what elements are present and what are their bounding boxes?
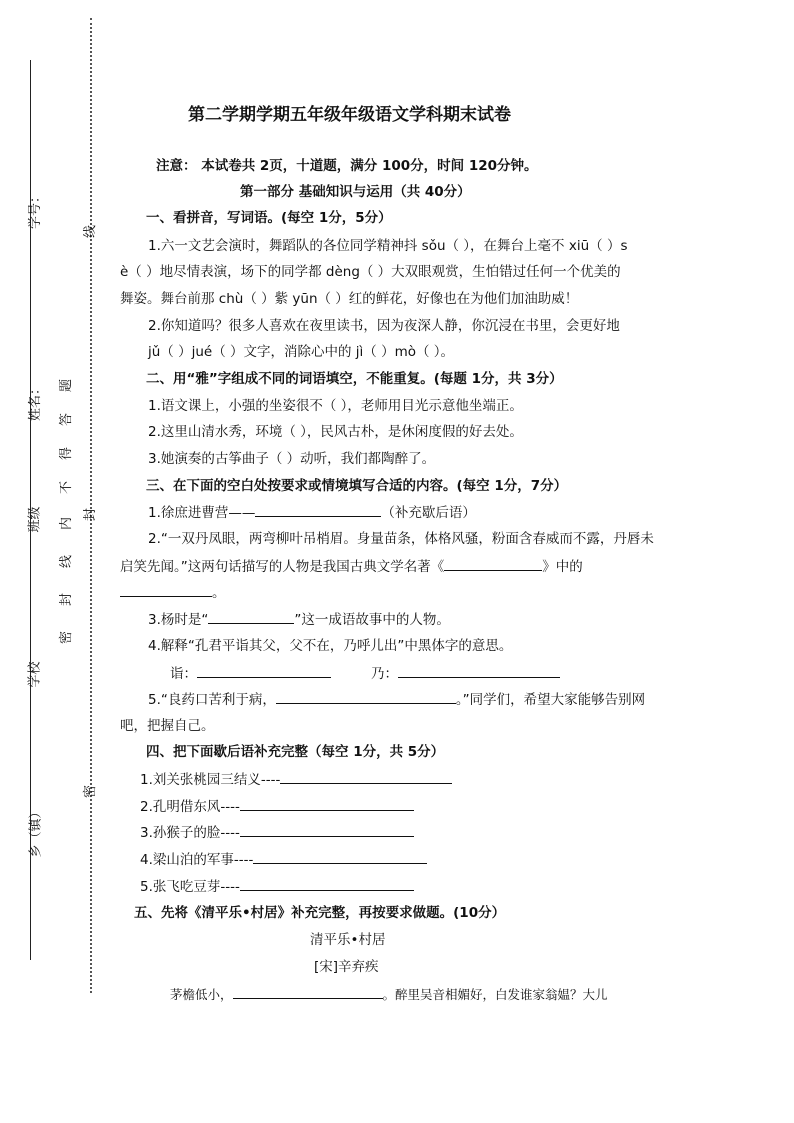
s4-item-text: 5.张飞吃豆芽----: [140, 879, 240, 895]
s4-item-text: 1.刘关张桃园三结义----: [140, 772, 281, 788]
s3-line: 4.解释“孔君平诣其父，父不在，乃呼儿出”中黑体字的意思。: [148, 638, 513, 654]
seal-dotted-line: [90, 18, 92, 993]
answer-blank[interactable]: [444, 556, 542, 571]
seal-inner-char: 线: [59, 554, 75, 569]
seal-char: 线: [83, 224, 99, 239]
poem-text: 。醉里吴音相媚好，白发谁家翁媪？大儿: [382, 987, 608, 1002]
s4-item: [140, 876, 414, 897]
binding-margin: [0, 0, 110, 1000]
s3-text: （补充歇后语）: [381, 505, 476, 521]
section-3-heading: 三、在下面的空白处按要求或情境填写合适的内容。(每空 1分，7分）: [146, 478, 568, 494]
seal-inner-char: 内: [59, 516, 75, 531]
answer-blank[interactable]: [276, 689, 456, 704]
answer-blank[interactable]: [240, 822, 414, 837]
s3-line: [148, 609, 450, 630]
s3-line: [120, 556, 583, 577]
poem-title: 清平乐•村居: [310, 932, 386, 948]
s3-text: 诣：: [170, 666, 197, 682]
s3-line: 2.“一双丹凤眼，两弯柳叶吊梢眉。身量苗条，体格风骚，粉面含春威而不露，丹唇未: [148, 531, 654, 547]
s2-line: 1.语文课上，小强的坐姿很不（ ），老师用目光示意他坐端正。: [148, 398, 523, 414]
answer-blank[interactable]: [253, 849, 427, 864]
seal-inner-char: 密: [59, 630, 75, 645]
s2-line: 3.她演奏的古筝曲子（ ）动听，我们都陶醉了。: [148, 451, 436, 467]
answer-blank[interactable]: [398, 663, 560, 678]
section-2-heading: 二、用“雅”字组成不同的词语填空，不能重复。(每题 1分，共 3分）: [146, 371, 563, 387]
section-1-heading: 一、看拼音，写词语。(每空 1分，5分）: [146, 210, 392, 226]
answer-blank[interactable]: [233, 984, 383, 999]
s1-line: jǔ（ ）jué（ ）文字，消除心中的 jì（ ）mò（ ）。: [148, 344, 455, 360]
s3-line: [120, 582, 226, 603]
s1-line: 2.你知道吗？很多人喜欢在夜里读书，因为夜深人静，你沉浸在书里，会更好地: [148, 318, 620, 334]
poem-text: 茅檐低小，: [170, 987, 233, 1002]
s1-line: 1.六一文艺会演时，舞蹈队的各位同学精神抖 sǒu（ ），在舞台上毫不 xiū（ ）s: [148, 238, 628, 254]
s3-line: [148, 502, 476, 523]
s3-text: 。”同学们，希望大家能够告别网: [455, 692, 646, 708]
answer-blank[interactable]: [240, 876, 414, 891]
s4-item-text: 3.孙猴子的脸----: [140, 825, 240, 841]
s3-text: ”这一成语故事中的人物。: [294, 612, 450, 628]
seal-inner-char: 不: [59, 480, 75, 495]
poem-line: [170, 984, 608, 1005]
seal-char: 密: [83, 784, 99, 799]
s3-text: 3.杨时是“: [148, 612, 209, 628]
answer-blank[interactable]: [255, 502, 381, 517]
s3-text: 1.徐庶进曹营——: [148, 505, 256, 521]
seal-inner-char: 题: [59, 378, 75, 393]
s1-line: è（ ）地尽情表演，场下的同学都 dèng（ ）大双眼观赏，生怕错过任何一个优美的: [120, 264, 621, 280]
exam-page: [118, 0, 688, 1123]
part-heading: 第一部分 基础知识与运用（共 40分）: [240, 184, 471, 200]
s4-item-text: 2.孔明借东风----: [140, 799, 240, 815]
exam-title: 第二学期学期五年级年级语文学科期末试卷: [188, 105, 511, 125]
s3-text: 》中的: [542, 559, 583, 575]
s4-item: [140, 849, 427, 870]
s3-text: 启笑先闻。”这两句话描写的人物是我国古典文学名著《: [120, 559, 445, 575]
seal-inner-char: 得: [59, 446, 75, 461]
s4-item: [140, 769, 452, 790]
township-label: 乡（镇）: [28, 805, 44, 858]
s3-line: 吧，把握自己。: [120, 718, 215, 734]
answer-blank[interactable]: [197, 663, 331, 678]
s3-text: 乃：: [371, 666, 398, 682]
s1-line: 舞姿。舞台前那 chù（ ）紫 yūn（ ）红的鲜花，好像也在为他们加油助威！: [120, 291, 579, 307]
s3-text: 5.“良药口苦利于病，: [148, 692, 276, 708]
name-label: 姓名：: [28, 381, 44, 422]
seal-char: 封: [83, 507, 99, 522]
s4-item-text: 4.梁山泊的军事----: [140, 852, 254, 868]
s3-line: [170, 663, 560, 684]
notice: 注意： 本试卷共 2页，十道题，满分 100分，时间 120分钟。: [156, 158, 538, 174]
school-label: 学校: [27, 661, 43, 688]
section-4-heading: 四、把下面歇后语补充完整（每空 1分，共 5分）: [146, 744, 445, 760]
answer-blank[interactable]: [240, 796, 414, 811]
s4-item: [140, 822, 414, 843]
s2-line: 2.这里山清水秀，环境（ ），民风古朴，是休闲度假的好去处。: [148, 424, 523, 440]
seal-inner-char: 封: [59, 592, 75, 607]
student-id-label: 学号：: [28, 189, 44, 230]
answer-blank[interactable]: [280, 769, 452, 784]
s3-text: 。: [212, 585, 226, 601]
poem-author: [宋]辛弃疾: [314, 959, 379, 975]
seal-inner-char: 答: [59, 412, 75, 427]
answer-blank[interactable]: [208, 609, 294, 624]
section-5-heading: 五、先将《清平乐•村居》补充完整，再按要求做题。(10分）: [134, 905, 506, 921]
s3-line: [148, 689, 645, 710]
answer-blank[interactable]: [120, 582, 212, 597]
class-label: 班级: [27, 506, 43, 533]
s4-item: [140, 796, 414, 817]
